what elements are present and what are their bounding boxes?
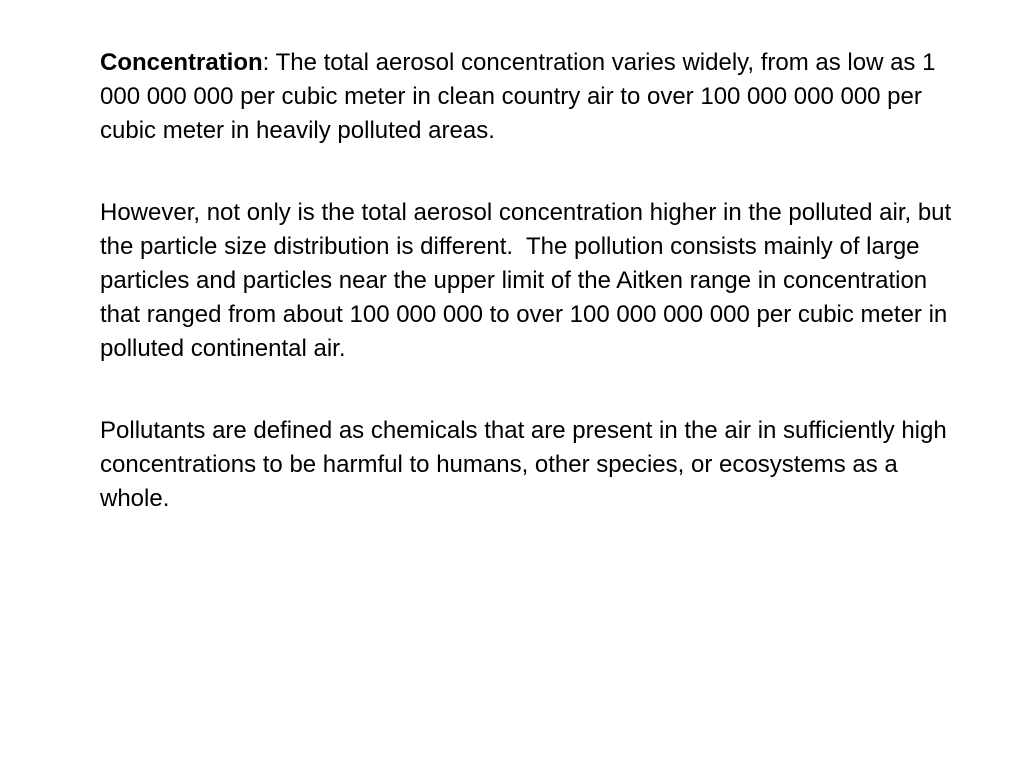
paragraph-pollutants-definition: Pollutants are defined as chemicals that are present in the air in sufficiently high concentrations to be harmful to humans, other species, or ecosystems as a whole.: [100, 417, 954, 512]
paragraph-concentration-text: : The total aerosol concentration varies widely, from as low as 1 000 000 000 per cubic meter in clean country air to over 100 000 000 000 per cubic meter in heavily polluted areas.: [100, 49, 943, 144]
slide-body: [100, 46, 972, 564]
term-concentration: Concentration: [100, 49, 263, 76]
paragraph-concentration: [100, 46, 972, 148]
paragraph-particle-size: However, not only is the total aerosol concentration higher in the polluted air, but the particle size distribution is different. The pollution consists mainly of large particles and particles near the upper limit of the Aitken range in concentration that ranged from about 100 000 000 to over 100 000 000 000 per cubic meter in polluted continental air.: [100, 199, 958, 362]
